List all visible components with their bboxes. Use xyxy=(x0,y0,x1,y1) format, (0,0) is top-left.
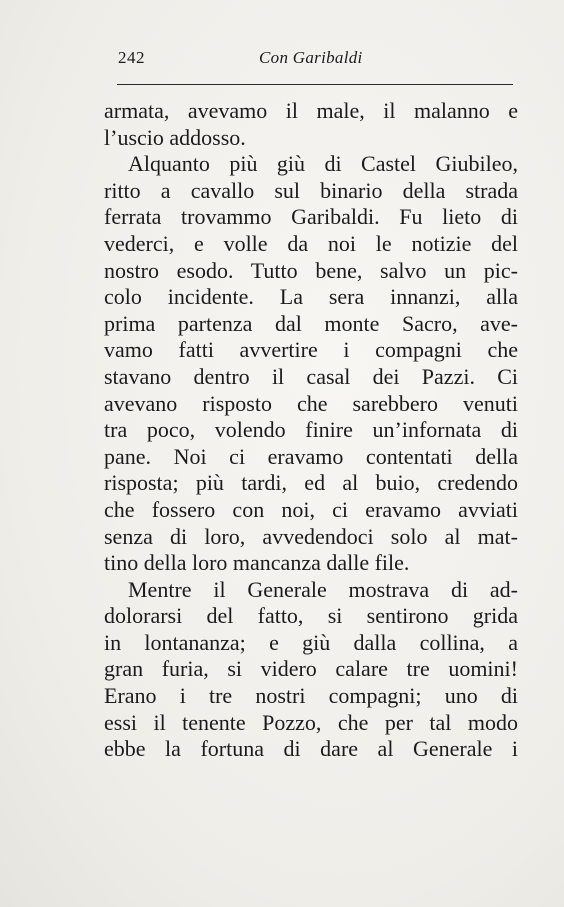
text-line: armata, avevamo il male, il malanno e xyxy=(104,98,518,123)
text-line: tra poco, volendo finire un’infornata di xyxy=(104,417,518,443)
text-line: senza di loro, avvedendoci solo al mat- xyxy=(104,523,518,549)
text-line: che fossero con noi, ci eravamo avviati xyxy=(104,496,518,522)
header-rule xyxy=(117,84,513,85)
text-line: prima partenza dal monte Sacro, ave- xyxy=(104,310,518,336)
text-line: risposta; più tardi, ed al buio, credendo xyxy=(104,470,518,496)
text-line: in lontananza; e giù dalla collina, a xyxy=(104,629,518,655)
page-header xyxy=(118,44,513,72)
text-line: l’uscio addosso. xyxy=(104,124,246,150)
text-line: essi il tenente Pozzo, che per tal modo xyxy=(104,709,518,735)
text-line: stavano dentro il casal dei Pazzi. Ci xyxy=(104,363,518,389)
text-line: vederci, e volle da noi le notizie del xyxy=(104,230,518,256)
text-line: dolorarsi del fatto, si sentirono grida xyxy=(104,603,518,629)
page-number: 242 xyxy=(118,48,145,67)
text-line: gran furia, si videro calare tre uomini! xyxy=(104,656,518,682)
text-line: ritto a cavallo sul binario della strada xyxy=(104,177,518,203)
text-line: avevano risposto che sarebbero venuti xyxy=(104,390,518,416)
text-line: Erano i tre nostri compagni; uno di xyxy=(104,683,518,709)
text-line: ebbe la fortuna di dare al Generale i xyxy=(104,736,518,762)
text-line: tino della loro mancanza dalle file. xyxy=(104,550,410,576)
running-title: Con Garibaldi xyxy=(259,48,363,67)
body-text xyxy=(104,98,518,763)
text-line: Alquanto più giù di Castel Giubileo, xyxy=(128,151,518,177)
text-line: vamo fatti avvertire i compagni che xyxy=(104,337,518,363)
text-line: colo incidente. La sera innanzi, alla xyxy=(104,284,518,310)
text-line: ferrata trovammo Garibaldi. Fu lieto di xyxy=(104,204,518,230)
text-line: Mentre il Generale mostrava di ad- xyxy=(128,576,518,602)
text-line: nostro esodo. Tutto bene, salvo un pic- xyxy=(104,257,518,283)
text-line: pane. Noi ci eravamo contentati della xyxy=(104,443,518,469)
